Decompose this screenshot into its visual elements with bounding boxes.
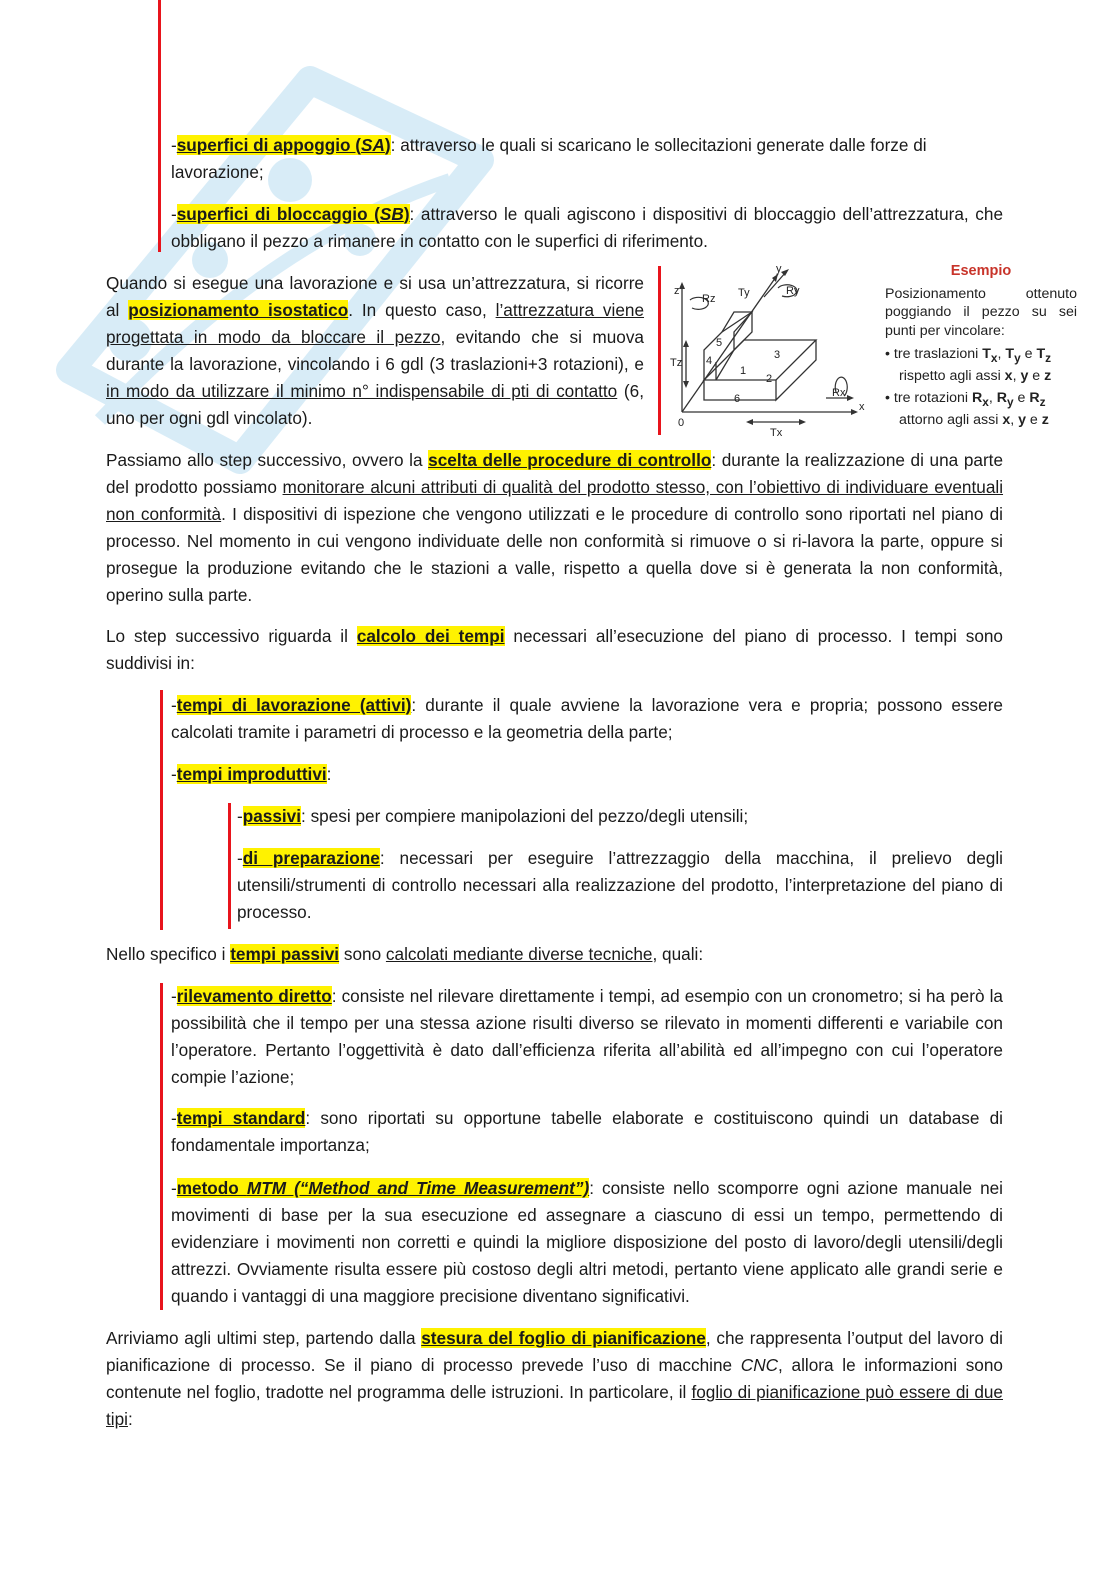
- point-4: 4: [706, 355, 713, 367]
- list-item-unproductive: -tempi improduttivi:: [171, 764, 332, 784]
- list-item-active-times: -tempi di lavorazione (attivi): durante il quale avviene la lavorazione vera e propria; possono essere calcolati tramite i parametri di processo e la geometria della parte;: [171, 695, 1003, 742]
- point-2: 2: [766, 373, 773, 385]
- label-rz: Rz: [702, 293, 716, 305]
- margin-bar-top: [158, 0, 161, 252]
- example-caption: Esempio Posizionamento ottenuto poggiando il pezzo su sei punti per vincolare: • tre traslazioni $T_x$, $T_y$ e $T_z$ rispetto agli assi x, y e z • tre rotazioni $R_x$, $R_y$ e $R_z$ attorno agli assi x, y e z: [885, 263, 1077, 429]
- paragraph-times: Lo step successivo riguarda il calcolo dei tempi necessari all’esecuzione del piano di processo. I tempi sono suddivisi in:: [106, 626, 1003, 673]
- margin-bar-unproductive: [228, 803, 231, 929]
- axis-label-x: x: [859, 401, 865, 413]
- margin-bar-techniques: [160, 983, 163, 1310]
- list-item-mtm: -metodo MTM (“Method and Time Measurement”): consiste nello scomporre ogni azione manuale nei movimenti di base per la sua esecuzione ed assegnare a ciascuno di essi un tempo, permettendo di evidenziare i movimenti non corretti e quindi la migliore disposizione del posto di lavoro/degli utensili/degli attrezzi. Ovviamente risulta essere più costoso degli altri metodi, pertanto viene applicato alle grandi serie e quando i vantaggi di una maggiore precisione diventano significativi.: [171, 1178, 1004, 1306]
- term-sb: superfici di bloccaggio (SB): [176, 204, 410, 224]
- list-item-sa: -superfici di appoggio (SA): attraverso le quali si scaricano le sollecitazioni generate dalle forze di lavorazione;: [171, 135, 927, 182]
- axis-label-y: y: [776, 263, 782, 275]
- paragraph-control: Passiamo allo step successivo, ovvero la scelta delle procedure di controllo: durante la realizzazione di una parte del prodotto possiamo monitorare alcuni attributi di qualità del prodotto stesso, con l’obiettivo di individuare eventuali non conformità. I dispositivi di ispezione che vengono utilizzati e le procedure di controllo sono riportati nel piano di processo. Nel momento in cui vengono individuate delle non conformità si rimuove o si ri-lavora la parte, oppure si prosegue la produzione evitando che le stazioni a valle, rispetto a quella dove si è generata la non conformità, operino sulla parte.: [106, 450, 1004, 605]
- workpiece-diagram: [666, 262, 876, 440]
- example-title: Esempio: [950, 263, 1012, 279]
- label-ry: Ry: [786, 285, 800, 297]
- list-item-preparation: -di preparazione: necessari per eseguire l’attrezzaggio della macchina, il prelievo degli utensili/strumenti di controllo necessari alla realizzazione del prodotto, l’interpretazione del piano di processo.: [237, 848, 1003, 922]
- list-item-sb: -superfici di bloccaggio (SB): attraverso le quali agiscono i dispositivi di bloccaggio dell’attrezzatura, che obbligano il pezzo a rimanere in contatto con le superfici di riferimento.: [171, 204, 1003, 251]
- paragraph-isostatic: Quando si esegue una lavorazione e si usa un’attrezzatura, si ricorre al posizionamento isostatico. In questo caso, l’attrezzatura viene progettata in modo da bloccare il pezzo, evitando che si muova durante la lavorazione, vincolando i 6 gdl (3 traslazioni+3 rotazioni), e in modo da utilizzare il minimo n° indispensabile di pti di contatto (6, uno per ogni gdl vincolato).: [106, 273, 645, 428]
- margin-bar-example: [658, 266, 661, 435]
- origin-label: 0: [678, 417, 685, 429]
- term-sa: superfici di appoggio (SA): [176, 135, 391, 155]
- axis-label-z: z: [674, 285, 680, 297]
- label-tx: Tx: [770, 427, 783, 439]
- label-tz: Tz: [670, 357, 683, 369]
- point-3: 3: [774, 349, 781, 361]
- list-item-passive: -passivi: spesi per compiere manipolazioni del pezzo/degli utensili;: [237, 806, 749, 826]
- label-rx: Rx: [832, 387, 846, 399]
- point-6: 6: [734, 393, 741, 405]
- list-item-direct-measurement: -rilevamento diretto: consiste nel rilevare direttamente i tempi, ad esempio con un cronometro; si ha però la possibilità che il tempo per una stessa azione risulti diverso se rilevato in momenti differenti e variabile con l’operatore. Pertanto l’oggettività è dato dall’efficienza riferita all’abilità ed all’impegno con cui l’operatore compie l’azione;: [171, 986, 1003, 1087]
- label-ty: Ty: [738, 287, 750, 299]
- point-5: 5: [716, 337, 723, 349]
- paragraph-planning: Arriviamo agli ultimi step, partendo dalla stesura del foglio di pianificazione, che rappresenta l’output del lavoro di pianificazione di processo. Se il piano di processo prevede l’uso di macchine CNC, allora le informazioni sono contenute nel foglio, tradotte nel programma delle istruzioni. In particolare, il foglio di pianificazione può essere di due tipi:: [106, 1328, 1003, 1429]
- margin-bar-times: [160, 690, 163, 930]
- list-item-standard-times: -tempi standard: sono riportati su opportune tabelle elaborate e costituiscono quindi un database di fondamentale importanza;: [171, 1108, 1003, 1155]
- paragraph-passive-times: Nello specifico i tempi passivi sono calcolati mediante diverse tecniche, quali:: [106, 944, 704, 964]
- point-1: 1: [740, 365, 747, 377]
